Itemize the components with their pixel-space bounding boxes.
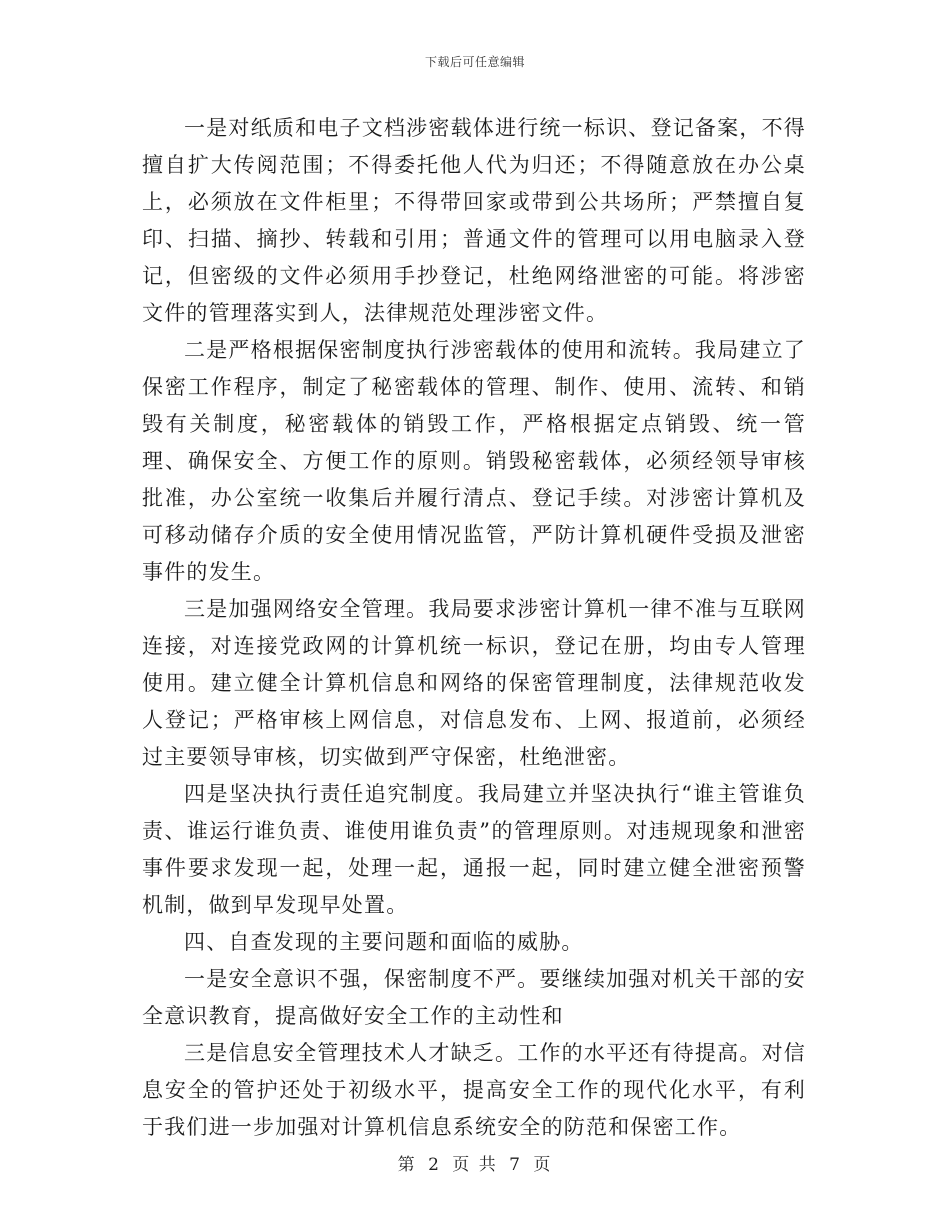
paragraph-3: 三是加强网络安全管理。我局要求涉密计算机一律不准与互联网连接，对连接党政网的计算机统一标识，登记在册，均由专人管理使用。建立健全计算机信息和网络的保密管理制度，法律规范收发人登记；严格审核上网信息，对信息发布、上网、报道前，必须经过主要领导审核，切实做到严守保密，杜绝泄密。 <box>142 597 806 769</box>
page-footer <box>0 1150 950 1175</box>
document-body <box>142 110 806 1146</box>
footer-current-page: 2 <box>428 1155 441 1175</box>
footer-prefix: 第 <box>397 1155 417 1175</box>
paragraph-6: 一是安全意识不强，保密制度不严。要继续加强对机关干部的安全意识教育，提高做好安全工作的主动性和 <box>142 967 806 1028</box>
page-header: 下载后可任意编辑 <box>424 55 525 69</box>
section-heading-4: 四、自查发现的主要问题和面临的威胁。 <box>184 930 584 954</box>
paragraph-2: 二是严格根据保密制度执行涉密载体的使用和流转。我局建立了保密工作程序，制定了秘密载体的管理、制作、使用、流转、和销毁有关制度，秘密载体的销毁工作，严格根据定点销毁、统一管理、确保安全、方便工作的原则。销毁秘密载体，必须经领导审核批准，办公室统一收集后并履行清点、登记手续。对涉密计算机及可移动储存介质的安全使用情况监管，严防计算机硬件受损及泄密事件的发生。 <box>142 338 806 584</box>
footer-middle: 页 共 <box>452 1155 498 1175</box>
paragraph-4: 四是坚决执行责任追究制度。我局建立并坚决执行“谁主管谁负责、谁运行谁负责、谁使用谁负责”的管理原则。对违规现象和泄密事件要求发现一起，处理一起，通报一起，同时建立健全泄密预警机制，做到早发现早处置。 <box>142 782 806 917</box>
paragraph-1: 一是对纸质和电子文档涉密载体进行统一标识、登记备案，不得擅自扩大传阅范围；不得委托他人代为归还；不得随意放在办公桌上，必须放在文件柜里；不得带回家或带到公共场所；严禁擅自复印、扫描、摘抄、转载和引用；普通文件的管理可以用电脑录入登记，但密级的文件必须用手抄登记，杜绝网络泄密的可能。将涉密文件的管理落实到人，法律规范处理涉密文件。 <box>142 116 806 325</box>
paragraph-7: 三是信息安全管理技术人才缺乏。工作的水平还有待提高。对信息安全的管护还处于初级水平，提高安全工作的现代化水平，有利于我们进一步加强对计算机信息系统安全的防范和保密工作。 <box>142 1041 806 1139</box>
footer-suffix: 页 <box>533 1155 553 1175</box>
footer-total-pages: 7 <box>509 1155 522 1175</box>
